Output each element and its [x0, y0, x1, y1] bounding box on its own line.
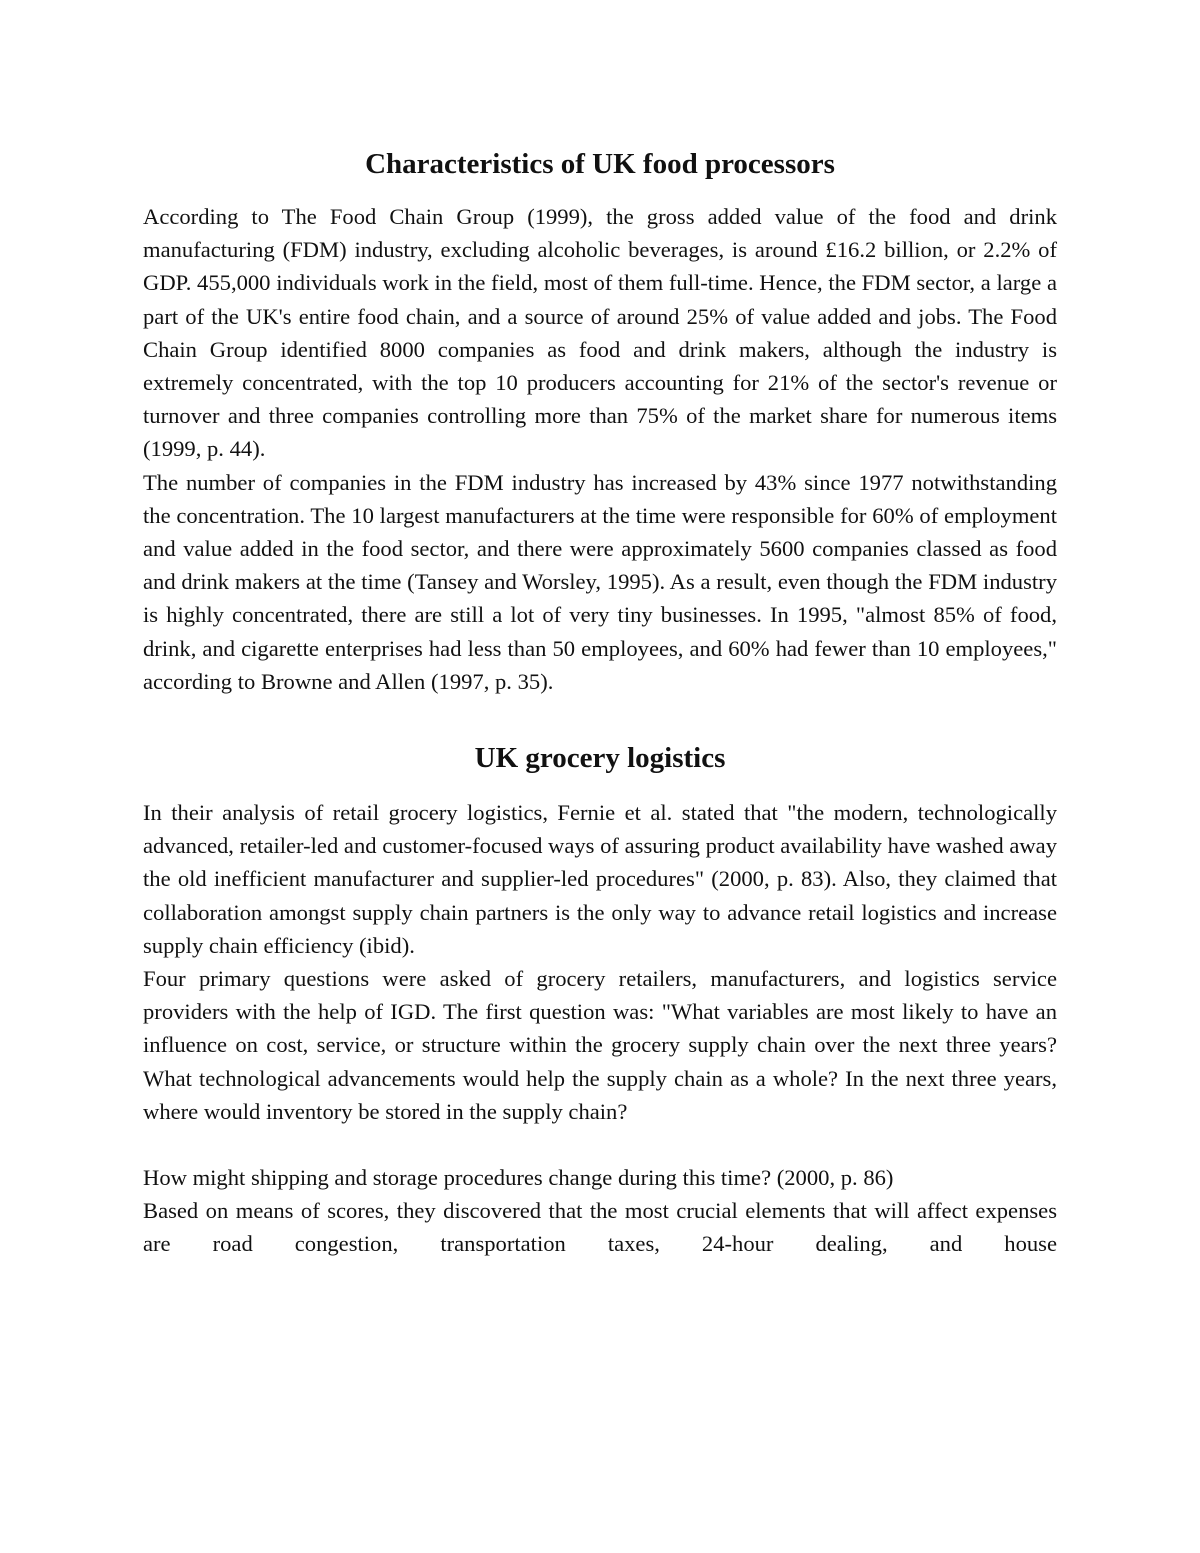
document-body [143, 140, 1057, 1261]
paragraph-shipping-question: How might shipping and storage procedures change during this time? (2000, p. 86) [143, 1165, 894, 1191]
paragraph-igd-questions: Four primary questions were asked of grocery retailers, manufacturers, and logistics service providers with the help of IGD. The first question was: "What variables are most likely to have an influence on cost, service, or structure within the grocery supply chain over the next three years? What technological advancements would help the supply chain as a whole? In the next three years, where would inventory be stored in the supply chain? [143, 966, 1057, 1124]
paragraph-food-chain-group: According to The Food Chain Group (1999), the gross added value of the food and drink manufacturing (FDM) industry, excluding alcoholic beverages, is around £16.2 billion, or 2.2% of GDP. 455,000 individuals work in the field, most of them full-time. Hence, the FDM sector, a large a part of the UK's entire food chain, and a source of around 25% of value added and jobs. The Food Chain Group identified 8000 companies as food and drink makers, although the industry is extremely concentrated, with the top 10 producers accounting for 21% of the sector's revenue or turnover and three companies controlling more than 75% of the market share for numerous items (1999, p. 44). [143, 204, 1057, 462]
section-heading-grocery-logistics: UK grocery logistics [474, 742, 726, 775]
paragraph-spacer [143, 1128, 1057, 1161]
section-heading-food-processors: Characteristics of UK food processors [365, 148, 835, 180]
paragraph-retail-grocery-analysis: In their analysis of retail grocery logistics, Fernie et al. stated that "the modern, technologically advanced, retailer-led and customer-focused ways of assuring product availability have washed away the old inefficient manufacturer and supplier-led procedures" (2000, p. 83). Also, they claimed that collaboration amongst supply chain partners is the only way to advance retail logistics and increase supply chain efficiency (ibid). [143, 800, 1057, 958]
paragraph-fdm-companies: The number of companies in the FDM industry has increased by 43% since 1977 notwithstanding the concentration. The 10 largest manufacturers at the time were responsible for 60% of employment and value added in the food sector, and there were approximately 5600 companies classed as food and drink makers at the time (Tansey and Worsley, 1995). As a result, even though the FDM industry is highly concentrated, there are still a lot of very tiny businesses. In 1995, "almost 85% of food, drink, and cigarette enterprises had less than 50 employees, and 60% had fewer than 10 employees," according to Browne and Allen (1997, p. 35). [143, 469, 1057, 694]
paragraph-cost-elements: Based on means of scores, they discovered that the most crucial elements that will affect expenses are road congestion, transportation taxes, 24-hour dealing, and house [143, 1198, 1057, 1257]
